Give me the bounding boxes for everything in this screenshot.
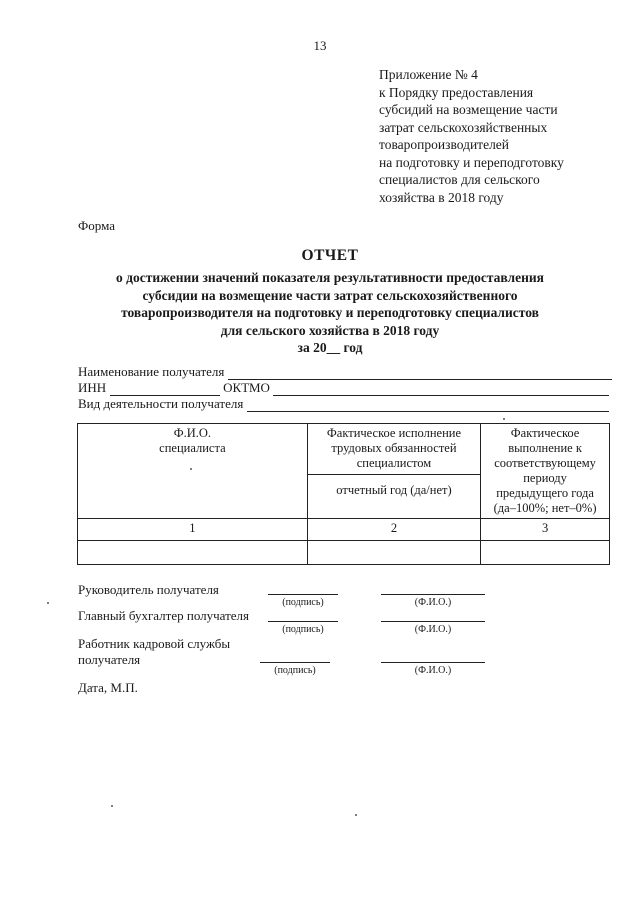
appendix-line: затрат сельскохозяйственных [379,119,548,135]
reporting-year-subheader-cell: отчетный год (да/нет) [307,474,480,518]
report-title: ОТЧЕТ [301,247,359,264]
scan-speck [503,418,505,420]
scan-speck [111,805,113,807]
appendix-line: хозяйства в 2018 году [379,189,504,205]
appendix-line: на подготовку и переподготовку [379,154,564,170]
table-cell-empty [481,541,610,565]
table-column-numbers-row [78,519,610,541]
accountant-name-line [381,621,485,622]
hr-label-line: Работник кадровой службы [78,636,231,651]
hr-name-caption: (Ф.И.О.) [414,665,452,676]
report-period: за 20__ год [297,340,363,355]
column-number-cell: 3 [481,519,610,541]
form-label: Форма [78,218,115,233]
head-signature-caption: (подпись) [282,597,324,608]
recipient-name-line [228,367,612,380]
inn-label: ИНН [78,380,107,395]
hr-label-line: получателя [78,652,141,667]
oktmo-line [273,383,609,396]
report-table [77,423,610,565]
column-number-cell: 2 [307,519,480,541]
previous-year-header-line: периоду [523,471,567,485]
fio-header-cell [78,424,308,519]
scan-speck [47,602,49,604]
previous-year-header-line: Фактическое [510,426,580,440]
fio-header-line: Ф.И.О. [173,426,212,440]
hr-signature-line [260,662,330,663]
inn-oktmo-field [78,380,609,396]
head-signature-label: Руководитель получателя [78,582,219,597]
accountant-signature-line [268,621,338,622]
recipient-name-label: Наименование получателя [78,364,225,379]
recipient-name-field [78,364,612,380]
previous-year-header-cell [481,424,610,519]
table-cell-empty [307,541,480,565]
table-row [78,541,610,565]
appendix-line: товаропроизводителей [379,137,510,152]
activity-label: Вид деятельности получателя [78,396,244,411]
column-number-cell: 1 [78,519,308,541]
fulfillment-header-line: специалистом [356,456,432,470]
report-subtitle-line: субсидии на возмещение части затрат сельскохозяйственного [142,287,518,303]
accountant-signature-caption: (подпись) [282,624,324,635]
fulfillment-header-cell [307,424,480,475]
hr-signature-caption: (подпись) [274,665,316,676]
accountant-name-caption: (Ф.И.О.) [414,624,452,635]
hr-signature-label [78,636,230,668]
oktmo-label: ОКТМО [223,380,270,395]
fulfillment-header-line: трудовых обязанностей [331,441,457,455]
head-signature-line [268,594,338,595]
report-subtitle-line: товаропроизводителя на подготовку и переподготовку специалистов [121,305,539,320]
activity-field [78,396,609,412]
appendix-block [379,66,564,206]
report-subtitle-line: для сельского хозяйства в 2018 году [220,322,440,338]
report-title-block [60,247,600,356]
date-stamp-label: Дата, М.П. [78,680,138,695]
inn-line [110,383,220,396]
table-header-row [78,424,610,475]
previous-year-header-line: выполнение к [508,441,582,455]
page-number: 13 [313,38,327,53]
fio-header-line: специалиста [159,441,226,455]
appendix-line: специалистов для сельского [379,172,540,187]
table-cell-empty [78,541,308,565]
appendix-line: субсидий на возмещение части [379,102,558,117]
scan-speck [355,814,357,816]
hr-name-line [381,662,485,663]
appendix-line: к Порядку предоставления [379,84,534,100]
head-name-caption: (Ф.И.О.) [414,597,452,608]
head-name-line [381,594,485,595]
previous-year-header-line: предыдущего года [496,486,594,500]
report-subtitle-line: о достижении значений показателя результативности предоставления [116,270,544,285]
previous-year-header-line: (да–100%; нет–0%) [493,501,597,515]
previous-year-header-line: соответствующему [494,456,596,470]
accountant-signature-label: Главный бухгалтер получателя [78,608,250,623]
scan-speck [190,468,192,470]
appendix-line: Приложение № 4 [379,67,478,82]
activity-line [247,399,609,412]
fulfillment-header-line: Фактическое исполнение [326,426,462,440]
